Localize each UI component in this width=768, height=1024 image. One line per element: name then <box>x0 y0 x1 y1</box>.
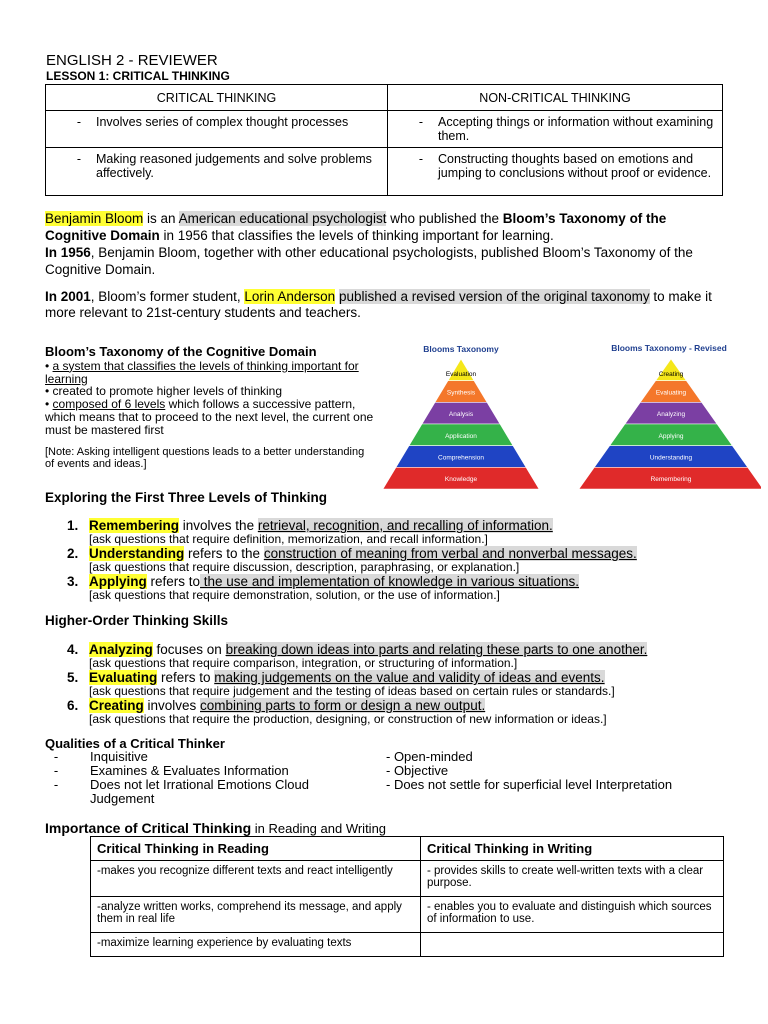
table-cell: Accepting things or information without examining them. <box>438 115 714 143</box>
section-heading: Qualities of a Critical Thinker <box>45 736 225 751</box>
paragraph-anderson <box>45 289 735 321</box>
highlight-definition: breaking down ideas into parts and relating these parts to one another. <box>225 642 648 657</box>
list-item <box>45 642 765 657</box>
dash: - <box>53 777 59 792</box>
highlight-role: American educational psychologist <box>178 211 387 226</box>
document-title: ENGLISH 2 - REVIEWER <box>46 52 218 69</box>
text: refers to the <box>184 546 264 561</box>
list-item: - Does not settle for superficial level Interpretation <box>386 777 673 792</box>
highlight-definition: construction of meaning from verbal and nonverbal messages. <box>263 546 637 561</box>
bullet-item <box>45 360 375 386</box>
highlight-term: Evaluating <box>89 670 158 685</box>
text: is an <box>143 211 179 226</box>
list-number: 3. <box>67 574 79 589</box>
table-row <box>91 897 724 933</box>
list-item <box>45 574 745 589</box>
highlight-definition: the use and implementation of knowledge in various situations. <box>200 574 580 589</box>
highlight-name: Lorin Anderson <box>244 289 336 304</box>
critical-vs-noncritical-table <box>45 84 723 196</box>
table-cell: -maximize learning experience by evaluating texts <box>91 933 421 957</box>
bullet: • <box>45 358 53 373</box>
dash: - <box>418 152 424 166</box>
text: in Reading and Writing <box>251 821 387 836</box>
section-heading: Bloom’s Taxonomy of the Cognitive Domain <box>45 344 317 359</box>
bullet-item <box>45 398 375 436</box>
text: refers to <box>157 670 215 685</box>
table-row <box>46 148 723 196</box>
left-level-label: Analysis <box>448 411 474 419</box>
right-level-label: Creating <box>658 370 684 378</box>
blooms-taxonomy-figure <box>383 339 761 491</box>
dash: - <box>418 115 424 129</box>
text: to make it more relevant to 21st-century students and teachers. <box>45 289 712 320</box>
text: , Bloom’s former student, <box>90 289 245 304</box>
right-level-label: Applying <box>658 432 684 440</box>
left-level-label: Synthesis <box>446 389 476 397</box>
list-item <box>45 546 745 561</box>
highlight-term: Analyzing <box>89 642 153 657</box>
right-level-label: Analyzing <box>656 411 686 419</box>
table-cell: -analyze written works, comprehend its message, and apply them in real life <box>91 897 421 933</box>
section-heading: Exploring the First Three Levels of Thinking <box>45 490 328 505</box>
section-heading: Higher-Order Thinking Skills <box>45 613 229 628</box>
list-item <box>45 518 745 533</box>
list-item: - Open-minded <box>386 749 473 764</box>
bold-text: Importance of Critical Thinking <box>45 820 252 836</box>
text: in 1956 that classifies the levels of thinking important for learning. <box>159 228 554 243</box>
table-cell: - provides skills to create well-written texts with a clear purpose. <box>421 861 724 897</box>
dash: - <box>76 152 82 166</box>
ask-note: [ask questions that require definition, memorization, and recall information.] <box>89 532 488 546</box>
ask-note: [ask questions that require judgement and the testing of ideas based on certain rules or standards.] <box>89 684 615 698</box>
text: , Benjamin Bloom, together with other educational psychologists, published Bloom’s Taxonomy of the Cognitive Domain. <box>45 245 693 277</box>
bold-year: In 2001 <box>45 289 91 304</box>
left-pyramid-title: Blooms Taxonomy <box>423 344 499 354</box>
right-pyramid <box>579 359 761 489</box>
highlight-text: published a revised version of the original taxonomy <box>338 289 650 304</box>
underlined-text: a system that classifies the levels of thinking important for learning <box>45 358 359 386</box>
highlight-term: Remembering <box>89 518 180 533</box>
lesson-title: LESSON 1: CRITICAL THINKING <box>46 69 230 83</box>
right-pyramid-title: Blooms Taxonomy - Revised <box>611 343 727 353</box>
left-level-label: Application <box>445 432 477 440</box>
pyramid-graphic <box>383 339 761 491</box>
first-three-list <box>45 518 745 602</box>
list-item <box>45 764 375 778</box>
highlight-definition: retrieval, recognition, and recalling of information. <box>257 518 553 533</box>
right-level-label: Understanding <box>649 454 693 462</box>
highlight-definition: combining parts to form or design a new output. <box>200 698 486 713</box>
list-number: 2. <box>67 546 79 561</box>
hots-list <box>45 642 765 726</box>
dash: - <box>76 115 82 129</box>
left-level-label: Knowledge <box>444 476 478 484</box>
list-number: 6. <box>67 698 79 713</box>
highlight-term: Creating <box>89 698 144 713</box>
list-number: 4. <box>67 642 79 657</box>
list-item <box>45 670 765 685</box>
dash: - <box>53 763 59 778</box>
highlight-name: Benjamin Bloom <box>45 211 144 226</box>
highlight-term: Applying <box>89 574 147 589</box>
qualities-right-list <box>386 750 736 792</box>
section-heading <box>45 820 386 836</box>
text: refers to <box>146 574 201 589</box>
left-level-label: Evaluation <box>445 370 477 378</box>
table-row <box>91 861 724 897</box>
table-header-reading: Critical Thinking in Reading <box>91 837 421 861</box>
quality-text: Examines & Evaluates Information <box>90 763 289 778</box>
bold-year: In 1956 <box>45 245 91 260</box>
list-item <box>45 750 375 764</box>
text: focuses on <box>152 642 226 657</box>
left-level-label: Comprehension <box>438 454 484 462</box>
table-cell <box>421 933 724 957</box>
importance-table <box>90 836 724 957</box>
table-row <box>46 111 723 148</box>
ask-note: [ask questions that require the production, designing, or construction of new information or ideas.] <box>89 712 607 726</box>
quality-text: Does not let Irrational Emotions Cloud Judgement <box>90 777 309 806</box>
ask-note: [ask questions that require comparison, integration, or structuring of information.] <box>89 656 518 670</box>
right-level-label: Remembering <box>650 476 692 484</box>
dash: - <box>53 749 59 764</box>
list-item <box>45 778 375 806</box>
table-header-critical: CRITICAL THINKING <box>46 85 388 111</box>
text: which follows a successive pattern, which means that to proceed to the next level, the current one must be mastered first <box>45 397 374 437</box>
ask-note: [ask questions that require demonstration, solution, or the use of information.] <box>89 588 500 602</box>
table-cell: - enables you to evaluate and distinguish which sources of information to use. <box>421 897 724 933</box>
list-item <box>45 698 765 713</box>
bold-text: Bloom’s Taxonomy of the Cognitive Domain <box>45 211 667 243</box>
list-item: - Objective <box>386 763 449 778</box>
highlight-term: Understanding <box>89 546 185 561</box>
note: [Note: Asking intelligent questions leads to a better understanding of events and ideas.] <box>45 445 365 470</box>
qualities-left-list <box>45 750 375 806</box>
table-cell: Constructing thoughts based on emotions and jumping to conclusions without proof or evidence. <box>438 152 712 180</box>
table-cell: Making reasoned judgements and solve problems affectively. <box>96 152 372 180</box>
text: who published the <box>386 211 503 226</box>
table-cell: Involves series of complex thought processes <box>96 115 349 129</box>
table-header-writing: Critical Thinking in Writing <box>421 837 724 861</box>
table-row <box>91 933 724 957</box>
table-header-noncritical: NON-CRITICAL THINKING <box>388 85 723 111</box>
paragraph-bloom <box>45 210 725 278</box>
left-pyramid <box>383 359 539 489</box>
right-level-label: Evaluating <box>655 389 687 397</box>
table-cell: -makes you recognize different texts and react intelligently <box>91 861 421 897</box>
list-number: 1. <box>67 518 79 533</box>
underlined-text: composed of 6 levels <box>52 397 166 412</box>
bloom-section <box>45 346 375 470</box>
list-number: 5. <box>67 670 79 685</box>
ask-note: [ask questions that require discussion, description, paraphrasing, or explanation.] <box>89 560 520 574</box>
highlight-definition: making judgements on the value and validity of ideas and events. <box>214 670 605 685</box>
bullet: • <box>45 397 53 412</box>
bullet-item: • created to promote higher levels of thinking <box>45 384 282 399</box>
text: involves <box>143 698 201 713</box>
text: involves the <box>179 518 258 533</box>
quality-text: Inquisitive <box>90 749 148 764</box>
